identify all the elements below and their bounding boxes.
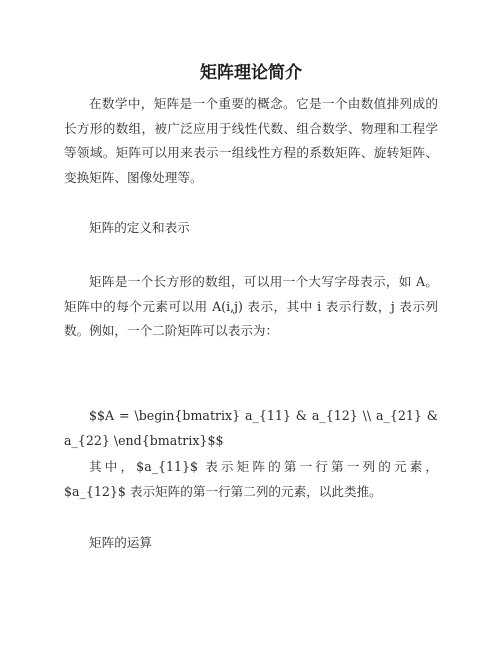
matrix-formula: $$A = \begin{bmatrix} a_{11} & a_{12} \\ a_{21} & a_{22} \end{bmatrix}$$	[64, 408, 438, 448]
section-heading-operations: 矩阵的运算	[89, 535, 152, 550]
document-title: 矩阵理论简介	[200, 63, 302, 83]
intro-paragraph: 在数学中，矩阵是一个重要的概念。它是一个由数值排列成的长方形的数组，被广泛应用于线性代数、组合数学、物理和工程学等领域。矩阵可以用来表示一组线性方程的系数矩阵、旋转矩阵、变换矩阵、图像处理等。	[64, 96, 438, 185]
explanation-paragraph: 其中，$a_{11}$ 表示矩阵的第一行第一列的元素，$a_{12}$ 表示矩阵的第一行第二列的元素，以此类推。	[64, 459, 438, 499]
definition-paragraph: 矩阵是一个长方形的数组，可以用一个大写字母表示，如 A。矩阵中的每个元素可以用 A(i,j) 表示，其中 i 表示行数，j 表示列数。例如，一个二阶矩阵可以表示为：	[64, 274, 438, 338]
section-heading-definition: 矩阵的定义和表示	[89, 220, 190, 235]
